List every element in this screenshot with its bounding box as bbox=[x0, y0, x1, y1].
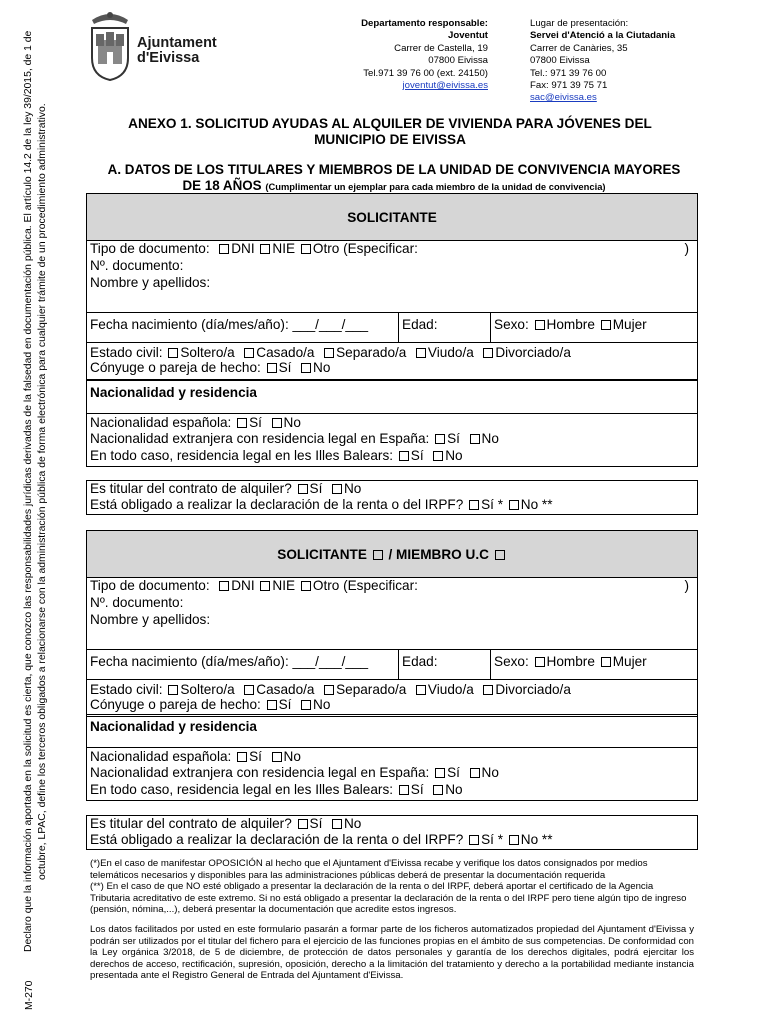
department-email-link[interactable]: joventut@eivissa.es bbox=[402, 80, 488, 92]
birth-date-field-2[interactable]: Fecha nacimiento (día/mes/año): ___/___/___ bbox=[87, 650, 399, 679]
residence-yes-checkbox[interactable] bbox=[399, 451, 409, 461]
presentation-address: Carrer de Canàries, 35 bbox=[530, 42, 628, 54]
side-declaration-line-1: Declaro que la información aportada en la solicitud es cierta, que conozco las responsabilidades jurídicas derivadas de la falsedad en documentación pública. El artículo 14.2 de la ley 39/2015, de 1 de bbox=[23, 30, 34, 952]
presentation-place-info bbox=[530, 18, 675, 105]
spanish-no-checkbox[interactable] bbox=[272, 418, 282, 428]
section-a-note: (Cumplimentar un ejemplar para cada miembro de la unidad de convivencia) bbox=[265, 180, 606, 192]
foreign-no-checkbox[interactable] bbox=[470, 434, 480, 444]
department-address: Carrer de Castella, 19 bbox=[394, 42, 488, 54]
department-phone: Tel.971 39 76 00 (ext. 24150) bbox=[363, 67, 488, 79]
foreign-nationality-row: Nacionalidad extranjera con residencia legal en España: Sí No bbox=[90, 431, 499, 446]
foreign-yes-checkbox[interactable] bbox=[435, 434, 445, 444]
irpf-yes-checkbox[interactable] bbox=[469, 835, 479, 845]
irpf-row: Está obligado a realizar la declaración de la renta o del IRPF? Sí * No ** bbox=[90, 497, 553, 512]
civil-status-row: Estado civil: Soltero/a Casado/a Separado/a Viudo/a Divorciado/a bbox=[90, 345, 571, 360]
single-checkbox[interactable] bbox=[168, 685, 178, 695]
irpf-row-2: Está obligado a realizar la declaración de la renta o del IRPF? Sí * No ** bbox=[90, 832, 553, 847]
block-header: SOLICITANTE bbox=[87, 194, 697, 241]
nationality-header-box-2 bbox=[86, 714, 698, 748]
presentation-title: Lugar de presentación: bbox=[530, 18, 629, 29]
department-city: 07800 Eivissa bbox=[428, 55, 488, 67]
dni-checkbox[interactable] bbox=[219, 581, 229, 591]
foreign-yes-checkbox[interactable] bbox=[435, 768, 445, 778]
section-a-line-1: A. DATOS DE LOS TITULARES Y MIEMBROS DE LA UNIDAD DE CONVIVENCIA MAYORES bbox=[107, 162, 681, 177]
nationality-header: Nacionalidad y residencia bbox=[90, 385, 257, 400]
side-declaration-line-2: octubre, LPAC, define los terceros obligados a relacionarse con la administración pública de forma electrónica para cualquier trámite de un procedimiento administrativo. bbox=[37, 103, 48, 880]
section-a-line-2: DE 18 AÑOS bbox=[182, 177, 262, 193]
divorced-checkbox[interactable] bbox=[483, 348, 493, 358]
birth-row-2 bbox=[87, 650, 697, 680]
presentation-name: Servei d'Atenció a la Ciutadania bbox=[530, 30, 676, 42]
male-checkbox[interactable] bbox=[535, 657, 545, 667]
spouse-yes-checkbox[interactable] bbox=[267, 700, 277, 710]
irpf-yes-checkbox[interactable] bbox=[469, 500, 479, 510]
separated-checkbox[interactable] bbox=[324, 685, 334, 695]
side-declaration bbox=[0, 0, 60, 1024]
irpf-no-checkbox[interactable] bbox=[509, 835, 519, 845]
presentation-phone: Tel.: 971 39 76 00 bbox=[530, 67, 607, 79]
rental-block-2 bbox=[86, 815, 698, 850]
divorced-checkbox[interactable] bbox=[483, 685, 493, 695]
note-opposition: (*)En el caso de manifestar OPOSICIÓN al hecho que el Ajuntament d'Eivissa recabe y verifique los datos consignados por medios telemáticos necesarios y disponibles para las administraciones públicas deberá de presentar la documentación requerida bbox=[90, 858, 648, 881]
presentation-fax: Fax: 971 39 75 71 bbox=[530, 80, 608, 92]
rental-block-1 bbox=[86, 480, 698, 515]
civil-status-row-2: Estado civil: Soltero/a Casado/a Separado/a Viudo/a Divorciado/a bbox=[90, 682, 571, 697]
document-type-row: Tipo de documento: DNI NIE Otro (Especificar: ) bbox=[90, 241, 689, 256]
block-header-2: SOLICITANTE / MIEMBRO U.C bbox=[87, 531, 697, 578]
department-info bbox=[361, 18, 488, 92]
nationality-block-2 bbox=[86, 747, 698, 801]
document-number-field[interactable]: Nº. documento: bbox=[90, 258, 184, 273]
presentation-city: 07800 Eivissa bbox=[530, 55, 590, 67]
spouse-no-checkbox[interactable] bbox=[301, 700, 311, 710]
widowed-checkbox[interactable] bbox=[416, 685, 426, 695]
applicant-block-1 bbox=[86, 193, 698, 380]
holder-yes-checkbox[interactable] bbox=[298, 819, 308, 829]
balearic-residence-row-2: En todo caso, residencia legal en les Illes Balears: Sí No bbox=[90, 782, 463, 797]
balearic-residence-row: En todo caso, residencia legal en les Illes Balears: Sí No bbox=[90, 448, 463, 463]
presentation-email-link[interactable]: sac@eivissa.es bbox=[530, 92, 597, 104]
sex-field-2: Sexo: Hombre Mujer bbox=[494, 654, 647, 669]
dni-checkbox[interactable] bbox=[219, 244, 229, 254]
spanish-yes-checkbox[interactable] bbox=[237, 752, 247, 762]
name-field[interactable]: Nombre y apellidos: bbox=[87, 275, 697, 313]
otro-checkbox[interactable] bbox=[301, 244, 311, 254]
logo-line-2: d'Eivissa bbox=[137, 50, 200, 66]
holder-no-checkbox[interactable] bbox=[332, 819, 342, 829]
data-protection-notice: Los datos facilitados por usted en este formulario pasarán a formar parte de los ficheros automatizados propiedad del Ajuntament d'Eivissa y podrán ser utilizados por el titular del fichero para el ejercicio de las funciones propias en el ámbito de sus competencias. De conformidad con la Ley orgánica 3/2018, de 5 de diciembre, de protección de datos personales y garantía de los derechos digitales, podrá ejercitar los derechos de acceso, rectificación, supresión, oposición, derecho a la limitación del tratamiento y derecho a la portabilidad mediante instancia presentada ante el Registro General de Entrada del Ajuntament d'Eivissa. bbox=[90, 923, 694, 982]
document-number-field-2[interactable]: Nº. documento: bbox=[90, 595, 184, 610]
foreign-no-checkbox[interactable] bbox=[470, 768, 480, 778]
male-checkbox[interactable] bbox=[535, 320, 545, 330]
age-field-2[interactable]: Edad: bbox=[399, 650, 491, 679]
nationality-header-2: Nacionalidad y residencia bbox=[90, 719, 257, 734]
residence-no-checkbox[interactable] bbox=[433, 451, 443, 461]
residence-yes-checkbox[interactable] bbox=[399, 785, 409, 795]
irpf-no-checkbox[interactable] bbox=[509, 500, 519, 510]
applicant-block-2 bbox=[86, 530, 698, 717]
note-irpf: (**) En el caso de que NO esté obligado a presentar la declaración de la renta o del IRPF, deberá aportar el certificado de la Agencia Tributaria acreditativo de este extremo. Si no está obligado a presentar la declaración de la renta o del IRPF pero tiene algún tipo de ingreso (pensión, nómina,...), deberá presentar la documentación que acredite estos ingresos. bbox=[90, 881, 687, 916]
spanish-no-checkbox[interactable] bbox=[272, 752, 282, 762]
annex-title bbox=[90, 116, 690, 147]
widowed-checkbox[interactable] bbox=[416, 348, 426, 358]
holder-no-checkbox[interactable] bbox=[332, 484, 342, 494]
female-checkbox[interactable] bbox=[601, 320, 611, 330]
department-name: Joventut bbox=[448, 30, 488, 42]
nationality-block-1 bbox=[86, 413, 698, 467]
name-field-2[interactable]: Nombre y apellidos: bbox=[87, 612, 697, 650]
residence-no-checkbox[interactable] bbox=[433, 785, 443, 795]
age-field[interactable]: Edad: bbox=[399, 313, 491, 342]
spanish-yes-checkbox[interactable] bbox=[237, 418, 247, 428]
female-checkbox[interactable] bbox=[601, 657, 611, 667]
holder-yes-checkbox[interactable] bbox=[298, 484, 308, 494]
birth-row bbox=[87, 313, 697, 343]
spouse-yes-checkbox[interactable] bbox=[267, 363, 277, 373]
document-type-row-2: Tipo de documento: DNI NIE Otro (Especificar: ) bbox=[90, 578, 689, 593]
coat-of-arms-icon bbox=[86, 10, 134, 82]
married-checkbox[interactable] bbox=[244, 348, 254, 358]
separated-checkbox[interactable] bbox=[324, 348, 334, 358]
footnotes bbox=[90, 858, 694, 982]
otro-checkbox[interactable] bbox=[301, 581, 311, 591]
logo-line-1: Ajuntament bbox=[137, 35, 217, 51]
married-checkbox[interactable] bbox=[244, 685, 254, 695]
birth-date-field[interactable]: Fecha nacimiento (día/mes/año): ___/___/___ bbox=[87, 313, 399, 342]
nie-checkbox[interactable] bbox=[260, 244, 270, 254]
rental-holder-row: Es titular del contrato de alquiler? Sí No bbox=[90, 481, 362, 496]
spouse-row: Cónyuge o pareja de hecho: Sí No bbox=[90, 360, 331, 375]
spanish-nationality-row-2: Nacionalidad española: Sí No bbox=[90, 749, 301, 764]
rental-holder-row-2: Es titular del contrato de alquiler? Sí No bbox=[90, 816, 362, 831]
applicant-checkbox[interactable] bbox=[373, 550, 383, 560]
nationality-header-box-1 bbox=[86, 380, 698, 414]
spouse-row-2: Cónyuge o pareja de hecho: Sí No bbox=[90, 697, 331, 712]
department-title: Departamento responsable: bbox=[361, 18, 488, 29]
form-code: M-270 bbox=[24, 980, 35, 1010]
single-checkbox[interactable] bbox=[168, 348, 178, 358]
nie-checkbox[interactable] bbox=[260, 581, 270, 591]
ajuntament-logo bbox=[86, 10, 226, 82]
section-a-title bbox=[84, 162, 704, 194]
foreign-nationality-row-2: Nacionalidad extranjera con residencia legal en España: Sí No bbox=[90, 765, 499, 780]
annex-title-line-2: MUNICIPIO DE EIVISSA bbox=[314, 131, 466, 147]
spanish-nationality-row: Nacionalidad española: Sí No bbox=[90, 415, 301, 430]
spouse-no-checkbox[interactable] bbox=[301, 363, 311, 373]
sex-field: Sexo: Hombre Mujer bbox=[494, 317, 647, 332]
annex-title-line-1: ANEXO 1. SOLICITUD AYUDAS AL ALQUILER DE VIVIENDA PARA JÓVENES DEL bbox=[128, 116, 652, 131]
member-checkbox[interactable] bbox=[495, 550, 505, 560]
